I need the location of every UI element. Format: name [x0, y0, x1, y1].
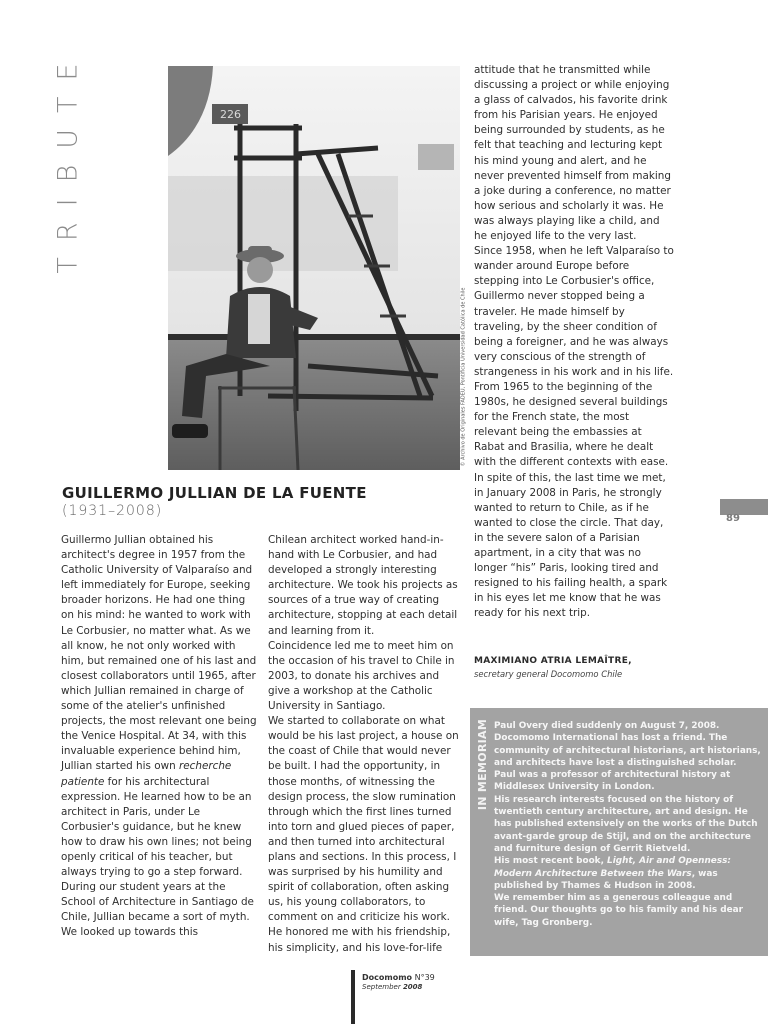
book-title: Light, Air and Openness: Modern Architecture Between the Wars: [494, 856, 731, 879]
paragraph: During our student years at the School of Architecture in Santiago de Chile, Jullian became a sort of myth. We looked up towards this: [61, 881, 254, 939]
footer-magazine: [362, 973, 435, 982]
paragraph: Paul was a professor of architectural history at Middlesex University in London.: [494, 770, 731, 793]
paragraph: [61, 533, 258, 880]
paragraph-emphasis: recherche patiente: [61, 760, 232, 788]
author-name: MAXIMIANO ATRIA LEMAÎTRE,: [474, 656, 632, 666]
paragraph-text: His most recent book,: [494, 856, 608, 867]
paragraph-text: Guillermo Jullian obtained his architect's degree in 1957 from the Catholic University of Valparaíso and left immediately for Europe, seeking broader horizons. He had one thing on his mind: he wanted to work with Le Corbusier, no matter what. As we all know, he not only worked with him, but remained one of his last and closest collaborators until 1965, after which Jullian remained in charge of some of the atelier's unfinished projects, the most relevant one being the Venice Hospital. At 34, with this invaluable experience behind him, Jullian started his own: [61, 534, 257, 773]
section-label: [48, 46, 88, 274]
author-signature: [474, 656, 674, 679]
wall-number: 226: [220, 108, 241, 121]
paragraph: Since 1958, when he left Valparaíso to wander around Europe before stepping into Le Corbusier's office, Guillermo never stopped being a traveler. He made himself by traveling, by the sheer condition of being a foreigner, and he was always very conscious of the strength of strangeness in his work and in his life. From 1965 to the beginning of the 1980s, he designed several buildings for the French state, the most relevant being the embassies at Rabat and Brasilia, where he dealt with the different contexts with ease. In spite of this, the last time we met, in January 2008 in Paris, he strongly wanted to return to Chile, as if he wanted to close the circle. That day, in the severe salon of a Parisian apartment, in a city that was no longer “his” Paris, looking tired and resigned to his failing health, a spark in his eyes let me know that he was ready for his next trip.: [474, 245, 674, 620]
footer-date: [362, 983, 422, 991]
paragraph: His research interests focused on the history of twentieth century architecture, art and design. He has published extensively on the works of the Dutch avant-garde group de Stijl, and on the architecture and furniture design of Gerrit Rietveld.: [494, 794, 758, 854]
paragraph: [494, 855, 764, 892]
paragraph: attitude that he transmitted while discussing a project or while enjoying a glass of calvados, his favorite drink from his Parisian years. He enjoyed being surrounded by students, as he felt that teaching and lecturing kept his mind young and alert, and he never prevented himself from making a joke during a conference, no matter how serious and scholarly it was. He was always playing like a child, and he enjoyed life to the very last.: [474, 64, 671, 243]
portrait-photo: [168, 66, 460, 470]
in-memoriam-label: [474, 716, 492, 812]
article-column-3: [474, 63, 674, 621]
article-column-1: [61, 533, 258, 941]
photo-credit: [457, 272, 469, 482]
author-role: secretary general Docomomo Chile: [474, 669, 623, 679]
paragraph-text: for his architectural expression. He learned how to be an architect in Paris, under Le Corbusier's guidance, but he knew how to draw his own lines; not being openly critical of his teacher, but always trying to go a step forward.: [61, 775, 252, 879]
paragraph: Paul Overy died suddenly on August 7, 2008. Docomomo International has lost a friend. The community of architectural historians, art historians, and architects have lost a distinguished scholar.: [494, 721, 761, 768]
article-column-2: [268, 533, 463, 956]
paragraph: Chilean architect worked hand-in-hand with Le Corbusier, and had developed a strongly interesting architecture. We took his projects as sources of a true way of creating architecture, stopping at each detail and learning from it.: [268, 534, 458, 637]
paragraph-text: , was published by Thames & Hudson in 2008.: [494, 868, 718, 891]
article-dates: (1931–2008): [62, 503, 163, 519]
article-headline: GUILLERMO JULLIAN DE LA FUENTE: [62, 484, 367, 502]
issue-month: September: [362, 983, 401, 991]
photo-credit-text: © Archivo de Originales FADEU, Pontificia Universidad Católica de Chile: [460, 287, 466, 467]
in-memoriam-text: [494, 720, 764, 929]
paragraph: We started to collaborate on what would be his last project, a house on the coast of Chile that would never be built. I had the opportunity, in those months, of witnessing the design process, the slow rumination through which the first lines turned into torn and glued pieces of paper, and then turned into architectural plans and sections. In this process, I was surprised by his humility and spirit of collaboration, often asking us, his young collaborators, to comment on and criticize his work. He honored me with his friendship, his simplicity, and his love-for-life: [268, 715, 459, 954]
page-number: 89: [726, 513, 740, 524]
portrait-photo-graphic: [168, 66, 460, 470]
issue-year: 2008: [402, 983, 423, 991]
paragraph: Coincidence led me to meet him on the occasion of his travel to Chile in 2003, to donate his archives and give a workshop at the Catholic University in Santiago.: [268, 639, 455, 713]
paragraph: We remember him as a generous colleague and friend. Our thoughts go to his family and his dear wife, Tag Gronberg.: [494, 893, 744, 928]
section-label-text: TRIBUTE: [52, 46, 84, 274]
in-memoriam-label-text: IN MEMORIAM: [476, 718, 490, 810]
magazine-name: Docomomo: [362, 973, 413, 982]
footer-rule: [351, 970, 355, 1024]
issue-number: N°39: [414, 973, 435, 982]
